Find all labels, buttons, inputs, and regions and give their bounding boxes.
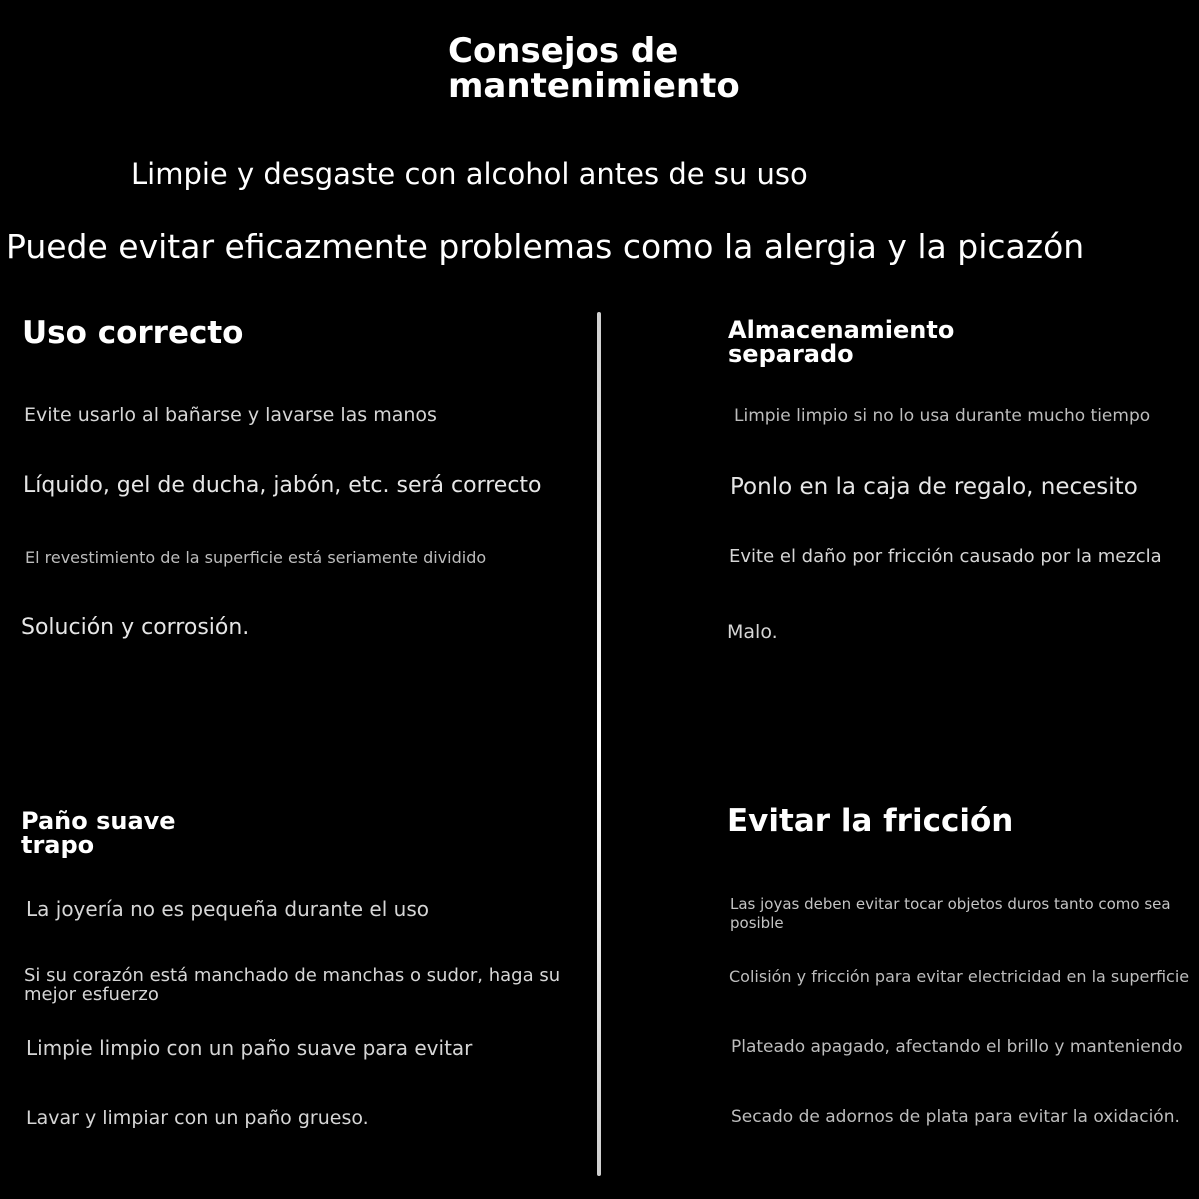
list-item: Secado de adornos de plata para evitar la oxidación. [731,1107,1180,1127]
vertical-divider [597,312,601,1176]
list-item: Las joyas deben evitar tocar objetos duros tanto como sea posible [730,895,1171,932]
list-item: Limpie limpio si no lo usa durante mucho tiempo [734,406,1151,426]
list-item: Evite usarlo al bañarse y lavarse las manos [24,404,437,426]
list-item: Limpie limpio con un paño suave para evitar [26,1036,473,1060]
list-item: Ponlo en la caja de regalo, necesito [730,474,1138,500]
list-item: Colisión y fricción para evitar electricidad en la superficie [729,967,1190,986]
list-item: Solución y corrosión. [21,615,250,640]
subtitle: Limpie y desgaste con alcohol antes de su uso [131,157,808,191]
tagline: Puede evitar eficazmente problemas como la alergia y la picazón [6,227,1085,266]
section-heading: Evitar la fricción [727,803,1014,839]
section-heading: Paño suave trapo [21,807,176,859]
list-item: El revestimiento de la superficie está seriamente dividido [25,548,487,567]
list-item: Si su corazón está manchado de manchas o sudor, haga su mejor esfuerzo [24,965,561,1005]
section-heading: Almacenamiento separado [728,316,955,368]
list-item: Lavar y limpiar con un paño grueso. [26,1107,369,1129]
list-item: Plateado apagado, afectando el brillo y manteniendo [731,1037,1183,1057]
list-item: Malo. [727,621,778,643]
list-item: Evite el daño por fricción causado por la mezcla [729,546,1162,567]
section-heading: Uso correcto [22,315,244,351]
list-item: Líquido, gel de ducha, jabón, etc. será correcto [23,473,542,498]
page-title: Consejos de mantenimiento [448,31,740,106]
list-item: La joyería no es pequeña durante el uso [26,897,429,921]
